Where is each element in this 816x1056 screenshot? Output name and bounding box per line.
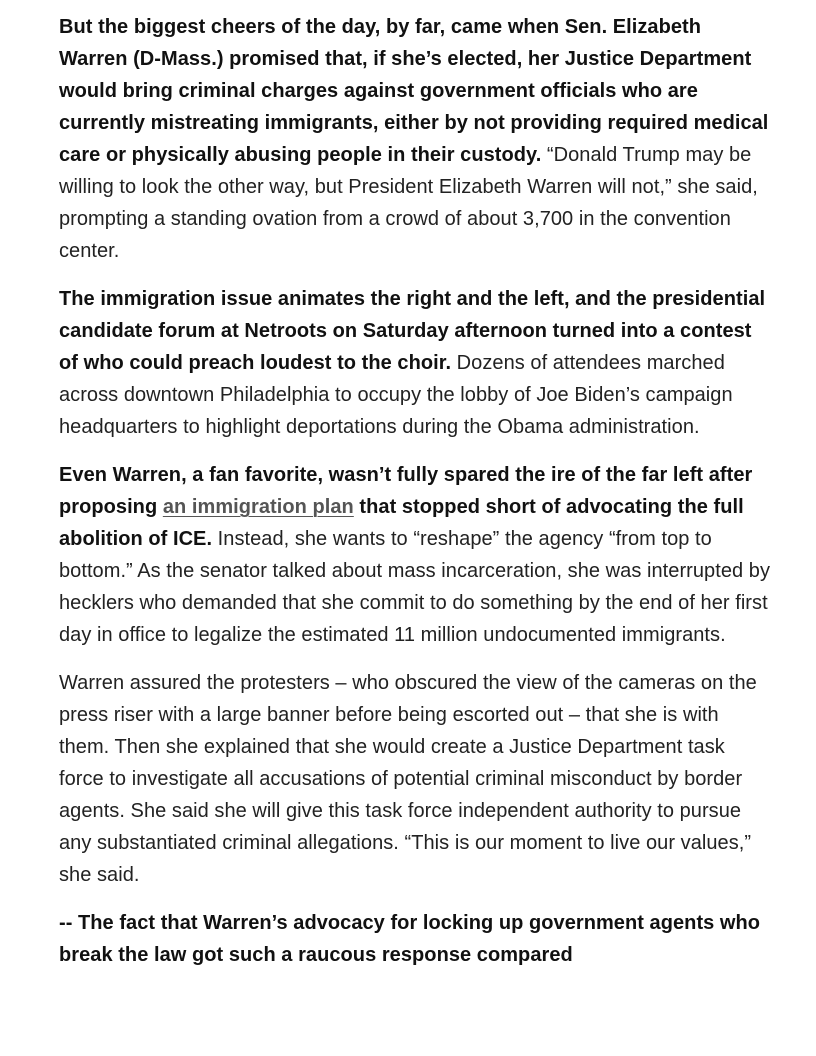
paragraph-text: “Donald Trump may be willing to look the other way, but President Elizabeth Warren will not,” she said, prompting a standing ovation from a crowd of about 3,700 in the convention center.	[59, 144, 758, 262]
paragraph-warren-cheers	[59, 11, 771, 267]
paragraph-lede: -- The fact that Warren’s advocacy for locking up government agents who break the law got such a raucous response compared	[59, 912, 761, 966]
paragraph-raucous-response	[59, 907, 771, 971]
paragraph-task-force	[59, 667, 771, 891]
paragraph-lede: But the biggest cheers of the day, by far, came when Sen. Elizabeth Warren (D-Mass.) promised that, if she’s elected, her Justice Department would bring criminal charges against government officials who are currently mistreating immigrants, either by not providing required medical care or physically abusing people in their custody.	[59, 16, 769, 166]
paragraph-immigration-issue	[59, 283, 771, 443]
paragraph-lede: Even Warren, a fan favorite, wasn’t fully spared the ire of the far left after proposing	[59, 464, 753, 518]
paragraph-warren-far-left	[59, 459, 771, 651]
paragraph-lede-continued: that stopped short of advocating the full abolition of ICE.	[59, 496, 744, 550]
paragraph-text: Instead, she wants to “reshape” the agency “from top to bottom.” As the senator talked about mass incarceration, she was interrupted by hecklers who demanded that she commit to do something by the end of her first day in office to legalize the estimated 11 million undocumented immigrants.	[59, 528, 770, 646]
paragraph-text: Dozens of attendees marched across downtown Philadelphia to occupy the lobby of Joe Biden’s campaign headquarters to highlight deportations during the Obama administration.	[59, 352, 733, 438]
article-body	[59, 11, 771, 987]
paragraph-text: Warren assured the protesters – who obscured the view of the cameras on the press riser with a large banner before being escorted out – that she is with them. Then she explained that she would create a Justice Department task force to investigate all accusations of potential criminal misconduct by border agents. She said she will give this task force independent authority to pursue any substantiated criminal allegations. “This is our moment to live our values,” she said.	[59, 672, 757, 886]
paragraph-lede: The immigration issue animates the right and the left, and the presidential candidate forum at Netroots on Saturday afternoon turned into a contest of who could preach loudest to the choir.	[59, 288, 766, 374]
immigration-plan-link[interactable]: an immigration plan	[162, 496, 354, 518]
